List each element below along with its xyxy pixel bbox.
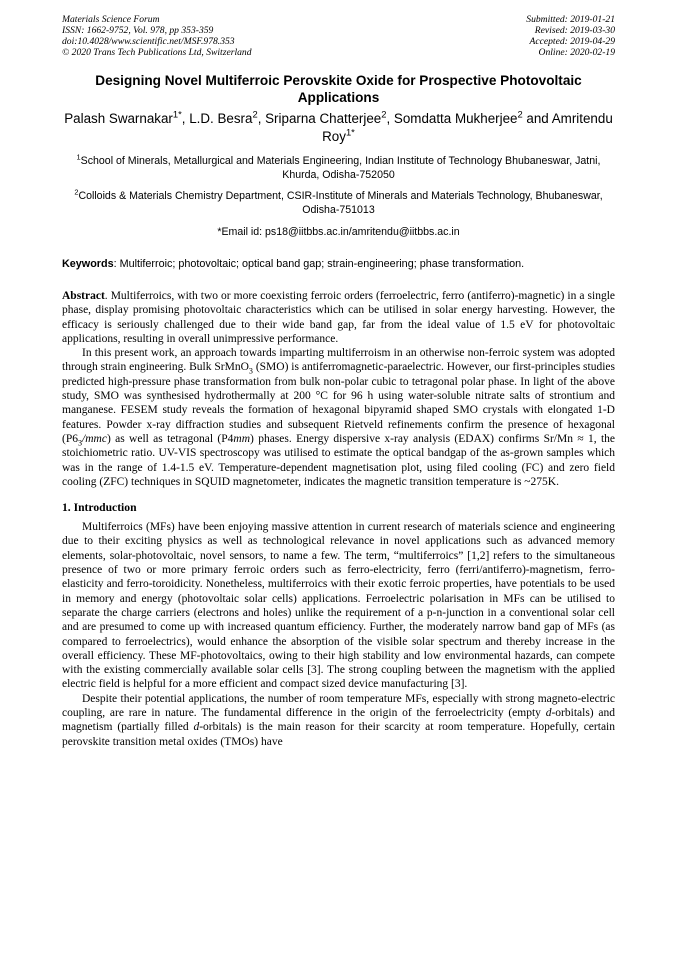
affiliation-2 (62, 189, 615, 217)
section-heading: 1. Introduction (62, 501, 137, 515)
body-text: -orbitals) and magnetism (partially filled (62, 707, 615, 734)
subscript: 3 (77, 438, 83, 448)
author-affiliation-mark: 2 (381, 109, 387, 120)
abstract-text: ) as well as tetragonal (P4 (106, 432, 234, 445)
journal-copyright: © 2020 Trans Tech Publications Ltd, Switzerland (62, 47, 252, 58)
date-submitted: Submitted: 2019-01-21 (526, 14, 615, 25)
abstract-paragraph (62, 346, 615, 489)
italic-text: d (193, 721, 200, 734)
abstract (62, 289, 615, 489)
introduction-body (62, 520, 615, 749)
affiliation-mark: 2 (74, 187, 79, 197)
journal-doi: doi:10.4028/www.scientific.net/MSF.978.353 (62, 36, 235, 47)
abstract-label: Abstract (62, 290, 105, 302)
author-affiliation-mark: 1* (172, 109, 182, 120)
abstract-text: (SMO) is antiferromagnetic-paraelectric. However, our first-principles studies predicted high-pressure phase transformation from bulk non-polar cubic to tetragonal polar phase. In light of the above study, SMO was synthesised hydrothermally at 200 °C for 96 h using water-soluble nitrate salts of strontium and manganese. FESEM study reveals the formation of hexagonal bipyramid shaped SMO crystals with elongated 1-D features. Powder x-ray diffraction studies and subsequent Rietveld refinements confirm the presence of hexagonal (P6 (62, 361, 615, 445)
italic-text: mm (233, 432, 251, 445)
date-accepted: Accepted: 2019-04-29 (529, 36, 615, 47)
italic-text: d (545, 707, 552, 720)
body-paragraph: Multiferroics (MFs) have been enjoying massive attention in current research of materials science and engineering due to their exciting physics as well as technological relevance in novel applications such as advanced memory elements, solar-photovoltaic, novel sensors, to name a few. The term, “multiferroics” [1,2] refers to the simultaneous presence of two or more primary ferroic orders such as ferro-electricity, ferro (ferri/antiferro)-magnetism, ferro-elasticity and ferro-toroidicity. Nonetheless, multiferroics with their exotic ferroic properties, have potentials to be used in memory and energy (photovoltaic solar cells) applications. Ferroelectric polarisation in MFs can be utilised to separate the charge carriers (electrons and holes) unlike the requirement of a p-n-junction in a conventional solar cell and are presumed to come up with increased quantum efficiency. Further, the moderately narrow band gap of MFs (as compared to ferroelectrics), would enhance the absorption of the visible solar spectrum and thereby increase in the overall efficiency. These MF-photovoltaics, owing to their high stability and low environmental hazards, can compete with the existing commercially available solar cells [3]. The strong coupling between the magnetism with the applied electric field is helpful for a more efficient and compact sized device manufacturing [3]. (62, 521, 615, 691)
keywords-label: Keywords (62, 258, 114, 270)
keywords (62, 257, 615, 271)
keywords-text: : Multiferroic; photovoltaic; optical band gap; strain-engineering; phase transformation. (113, 258, 525, 270)
subscript: 3 (248, 366, 253, 376)
paper-title: Designing Novel Multiferroic Perovskite Oxide for Prospective Photovoltaic Applications (95, 73, 582, 105)
date-revised: Revised: 2019-03-30 (534, 25, 615, 36)
journal-issn: ISSN: 1662-9752, Vol. 978, pp 353-359 (62, 25, 214, 36)
abstract-text: ) phases. Energy dispersive x-ray analysis (EDAX) confirms Sr/Mn ≈ 1, the stoichiometric ratio. UV-VIS spectroscopy was utilised to estimate the optical bandgap of the as-grown samples which was in the range of 1.4-1.5 eV. Temperature-dependent magnetisation plot, using filed cooling (FC) and zero field cooling (ZFC) techniques in SQUID magnetometer, indicates the magnetic transition temperature is ~275K. (62, 432, 615, 488)
author-name: Palash Swarnakar (64, 111, 173, 126)
author-name: and Amritendu Roy (322, 111, 613, 144)
affiliation-1 (62, 154, 615, 182)
abstract-text: In this present work, an approach towards imparting multiferroism in an otherwise non-ferroic system was adopted through strain engineering. Bulk SrMnO (62, 347, 615, 374)
author-name: , L.D. Besra (181, 111, 253, 126)
author-list (62, 110, 615, 146)
affiliation-text: School of Minerals, Metallurgical and Materials Engineering, Indian Institute of Technology Bhubaneswar, Jatni, Khurda, Odisha-752050 (80, 155, 601, 181)
author-affiliation-mark: 2 (252, 109, 258, 120)
affiliation-text: Colloids & Materials Chemistry Department, CSIR-Institute of Minerals and Materials Technology, Bhubaneswar, Odisha-751013 (78, 190, 603, 216)
body-paragraph (62, 692, 615, 749)
author-affiliation-mark: 2 (517, 109, 523, 120)
abstract-paragraph (62, 289, 615, 346)
journal-name: Materials Science Forum (62, 14, 160, 25)
date-online: Online: 2020-02-19 (538, 47, 615, 58)
journal-info (62, 14, 252, 58)
body-text: Despite their potential applications, the number of room temperature MFs, especially with strong magneto-electric coupling, are rare in nature. The fundamental difference in the origin of the ferroelectricity (empty (62, 692, 615, 720)
author-name: , Somdatta Mukherjee (386, 111, 518, 126)
submission-dates (526, 14, 615, 58)
italic-text: /mmc (82, 432, 107, 445)
paper-page (62, 14, 615, 749)
affiliation-mark: 1 (76, 152, 81, 162)
journal-header (62, 14, 615, 58)
author-affiliation-mark: 1* (345, 127, 355, 138)
contact-email: *Email id: ps18@iitbbs.ac.in/amritendu@iitbbs.ac.in (217, 226, 460, 238)
author-name: , Sriparna Chatterjee (257, 111, 382, 126)
abstract-text: . Multiferroics, with two or more coexisting ferroic orders (ferroelectric, ferro (antiferro)-magnetic) in a single phase, display promising photovoltaic characteristics which can be utilised in solar energy harvesting. However, the efficacy is seriously challenged due to their wide band gap, far from the ideal value of 1.5 eV for photovoltaic applications, resulting in overall unimpressive performance. (62, 290, 615, 345)
body-text: -orbitals) is the main reason for their scarcity at room temperature. Hopefully, certain perovskite transition metal oxides (TMOs) have (62, 721, 615, 748)
